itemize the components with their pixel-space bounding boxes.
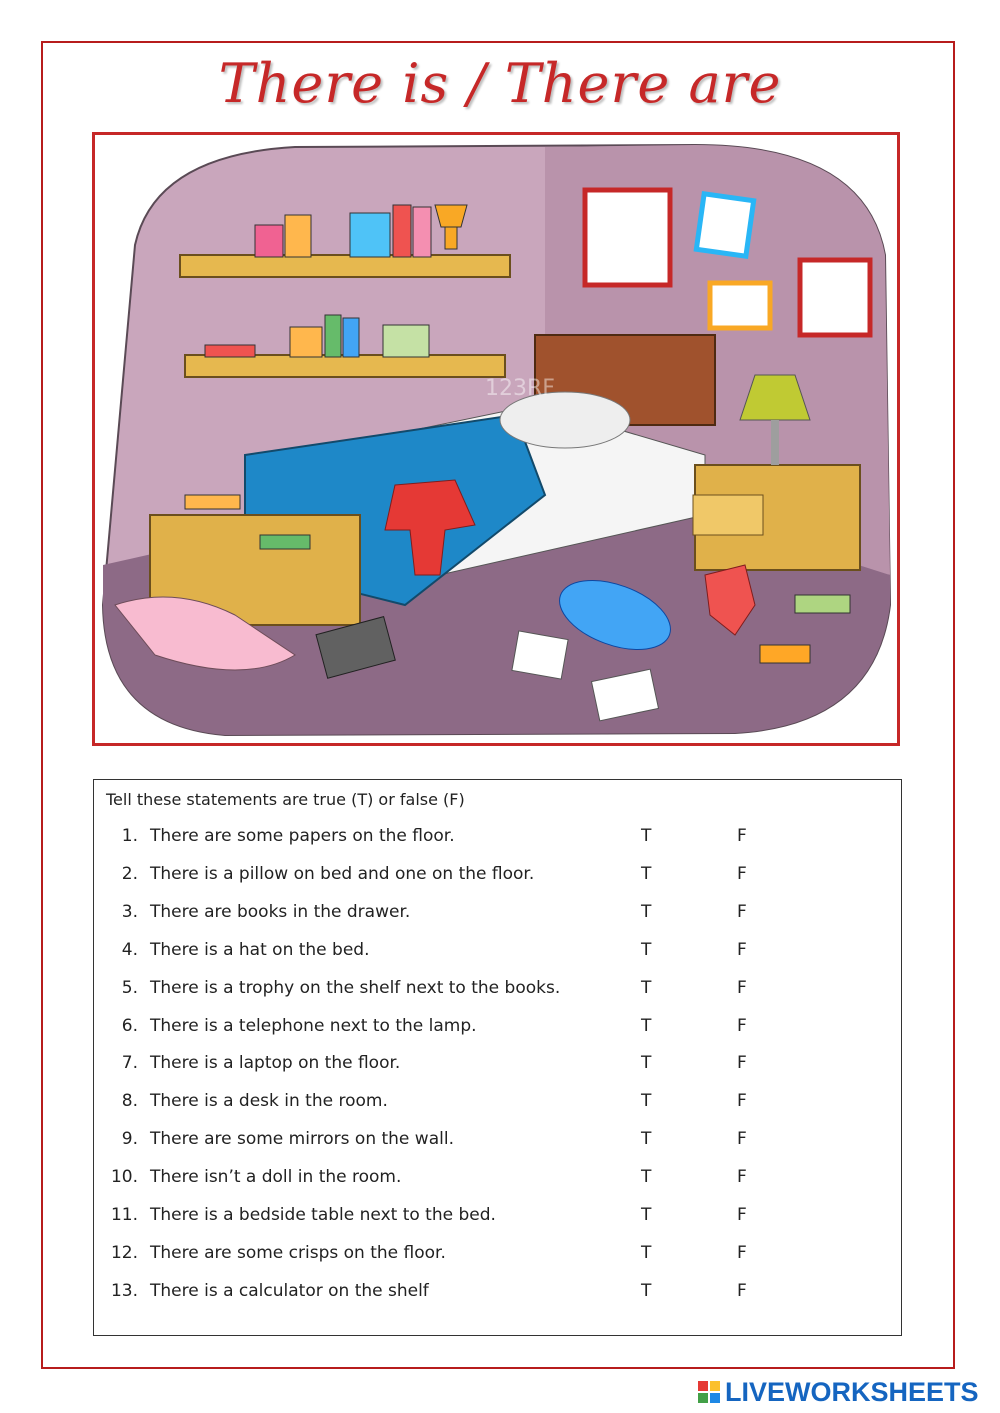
true-option[interactable]: T — [641, 1205, 652, 1225]
lower-shelf — [185, 355, 505, 377]
question-number: 8. — [121, 1091, 138, 1112]
false-option[interactable]: F — [737, 1167, 747, 1188]
false-option[interactable]: F — [737, 939, 747, 960]
question-text: There is a desk in the room. — [150, 1091, 388, 1112]
watermark: 123RF — [485, 376, 555, 401]
wall-frame — [710, 283, 770, 328]
question-text: There is a pillow on bed and one on the floor. — [150, 863, 535, 884]
true-option[interactable]: T — [641, 1167, 652, 1188]
drawer — [693, 495, 763, 535]
wall-frame — [800, 260, 870, 335]
book — [290, 327, 322, 357]
trophy-base — [445, 227, 457, 249]
true-option[interactable]: T — [641, 1242, 652, 1263]
question-row — [94, 1129, 901, 1159]
brand — [697, 1377, 979, 1407]
question-text: There are some crisps on the floor. — [150, 1242, 446, 1263]
question-text: There is a telephone next to the lamp. — [150, 1015, 477, 1036]
quiz-box — [93, 779, 902, 1336]
false-option[interactable]: F — [737, 1053, 747, 1074]
question-row — [94, 902, 901, 932]
question-row — [94, 864, 901, 894]
question-text: There are some papers on the floor. — [150, 826, 455, 846]
upper-shelf — [180, 255, 510, 277]
question-number: 10. — [110, 1167, 138, 1188]
question-row — [94, 1281, 901, 1311]
false-option[interactable]: F — [737, 1129, 747, 1150]
wall-frame — [696, 194, 753, 256]
false-option[interactable]: F — [737, 1091, 747, 1112]
true-option[interactable]: T — [641, 826, 652, 846]
question-row — [94, 1167, 901, 1197]
book — [185, 495, 240, 509]
question-number: 2. — [121, 863, 138, 884]
book — [343, 318, 359, 357]
question-row — [94, 1053, 901, 1083]
book — [413, 207, 431, 257]
question-row — [94, 940, 901, 970]
false-option[interactable]: F — [737, 977, 747, 998]
question-row — [94, 826, 901, 856]
bedroom-illustration — [92, 132, 900, 746]
true-option[interactable]: T — [641, 901, 652, 922]
lamp-stand — [771, 420, 779, 465]
true-option[interactable]: T — [641, 939, 652, 960]
question-number: 6. — [121, 1015, 138, 1036]
page-title: There is / There are — [218, 52, 782, 115]
question-number: 4. — [121, 939, 138, 960]
book — [285, 215, 311, 257]
question-text: There is a laptop on the floor. — [150, 1053, 401, 1074]
quiz-instructions: Tell these statements are true (T) or false (F) — [106, 790, 465, 809]
brand-name: LIVEWORKSHEETS — [725, 1376, 979, 1407]
question-row — [94, 1016, 901, 1046]
question-text: There are some mirrors on the wall. — [150, 1129, 454, 1150]
question-row — [94, 1091, 901, 1121]
trophy — [435, 205, 467, 227]
false-option[interactable]: F — [737, 863, 747, 884]
wall-frame — [585, 190, 670, 285]
question-text: There is a trophy on the shelf next to the books. — [150, 977, 561, 998]
true-option[interactable]: T — [641, 1091, 652, 1112]
false-option[interactable]: F — [737, 1242, 747, 1263]
question-number: 11. — [110, 1205, 138, 1225]
question-number: 13. — [110, 1280, 138, 1301]
book — [205, 345, 255, 357]
book — [393, 205, 411, 257]
question-number: 1. — [121, 826, 138, 846]
true-option[interactable]: T — [641, 1280, 652, 1301]
false-option[interactable]: F — [737, 1280, 747, 1301]
book — [795, 595, 850, 613]
book — [383, 325, 429, 357]
question-text: There is a bedside table next to the bed. — [150, 1205, 496, 1225]
book — [760, 645, 810, 663]
question-row — [94, 978, 901, 1008]
question-text: There are books in the drawer. — [150, 901, 411, 922]
question-text: There is a calculator on the shelf — [150, 1280, 429, 1301]
false-option[interactable]: F — [737, 1205, 747, 1225]
question-number: 3. — [121, 901, 138, 922]
question-number: 5. — [121, 977, 138, 998]
question-number: 9. — [121, 1129, 138, 1150]
true-option[interactable]: T — [641, 1015, 652, 1036]
liveworksheets-logo-icon — [697, 1380, 721, 1404]
book — [350, 213, 390, 257]
true-option[interactable]: T — [641, 1129, 652, 1150]
paper — [512, 631, 568, 679]
bedroom-scene — [95, 135, 897, 743]
false-option[interactable]: F — [737, 1015, 747, 1036]
book — [260, 535, 310, 549]
question-number: 12. — [110, 1242, 138, 1263]
true-option[interactable]: T — [641, 977, 652, 998]
false-option[interactable]: F — [737, 901, 747, 922]
false-option[interactable]: F — [737, 826, 747, 846]
book — [325, 315, 341, 357]
question-text: There is a hat on the bed. — [150, 939, 370, 960]
book — [255, 225, 283, 257]
question-text: There isn’t a doll in the room. — [150, 1167, 402, 1188]
question-row — [94, 1205, 901, 1235]
question-number: 7. — [121, 1053, 138, 1074]
true-option[interactable]: T — [641, 1053, 652, 1074]
question-row — [94, 1243, 901, 1273]
true-option[interactable]: T — [641, 863, 652, 884]
